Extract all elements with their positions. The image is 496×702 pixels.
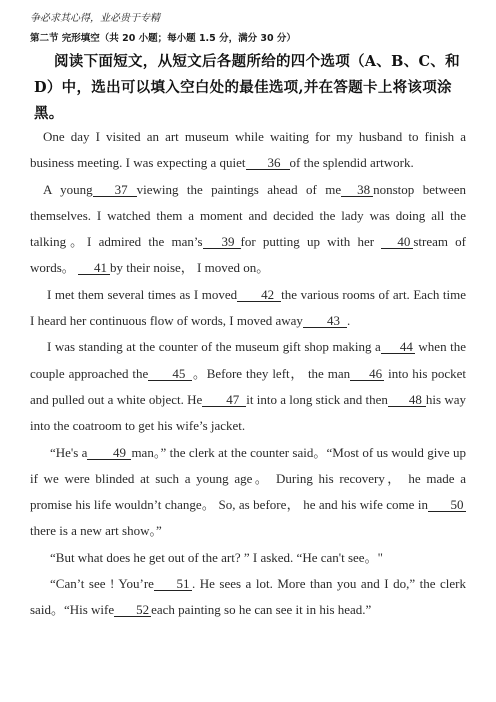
blank-36: 36	[246, 156, 290, 170]
instruction	[34, 49, 474, 127]
blank-47: 47	[202, 393, 246, 407]
blank-45: 45	[148, 367, 192, 381]
instruction-text: 阅读下面短文，从短文后各题所给的四个选项（A、B、C、和 D）中，选出可以填入空白处的最佳选项,并在答题卡上将该项涂黑。	[34, 53, 460, 122]
blank-52: 52	[114, 603, 151, 617]
blank-37: 37	[93, 183, 137, 197]
paragraph-7: “Can’t see ! You’re 51 . He sees a lot. More than you and I do,” the clerk said。“His wife 52 each painting so he can see it in his head.”	[30, 576, 466, 618]
paragraph-1: One day I visited an art museum while waiting for my husband to finish a business meeting. I was expecting a quiet 36 of the splendid artwork.	[30, 129, 466, 171]
blank-49: 49	[87, 446, 131, 460]
cloze-passage	[30, 124, 466, 624]
section-title: 第二节 完形填空（共 20 小题；每小题 1.5 分，满分 30 分）	[30, 33, 296, 44]
blank-46: 46	[350, 367, 384, 381]
blank-38: 38	[341, 183, 373, 197]
blank-42: 42	[237, 288, 281, 302]
page-header: 争必求其心得，业必贵于专精	[30, 13, 160, 24]
blank-48: 48	[388, 393, 426, 407]
blank-43: 43	[303, 314, 347, 328]
paragraph-5: “He's a 49 man。” the clerk at the counter said。“Most of us would give up if we were blinded at such a young age。 During his recovery， he made a promise his life wouldn’t change。 So, as before， he and his wife come in 50there is a new art show。”	[30, 444, 466, 539]
blank-44: 44	[381, 340, 415, 354]
blank-40: 40	[381, 235, 413, 249]
blank-41: 41	[78, 261, 110, 275]
paragraph-4: I was standing at the counter of the museum gift shop making a 44 when the couple approached the 45 。Before they left， the man 46 into his pocket and pulled out a white object. He 47 it into a long stick and then 48 his way into the coatroom to get his wife’s jacket.	[30, 339, 467, 434]
blank-39: 39	[203, 235, 241, 249]
paragraph-2: A young 37 viewing the paintings ahead of me 38 nonstop between themselves. I watched them a moment and decided the lady was doing all the talking。I admired the man’s 39 for putting up with her 40 stream of words。 41 by their noise， I moved on。	[30, 181, 467, 276]
paragraph-3: I met them several times as I moved 42 the various rooms of art. Each time I heard her continuous flow of words, I moved away 43 .	[30, 286, 466, 329]
paragraph-6: “But what does he get out of the art? ” I asked. “He can't see。"	[50, 549, 383, 565]
blank-51: 51	[154, 577, 192, 591]
blank-50: 50	[428, 498, 466, 512]
